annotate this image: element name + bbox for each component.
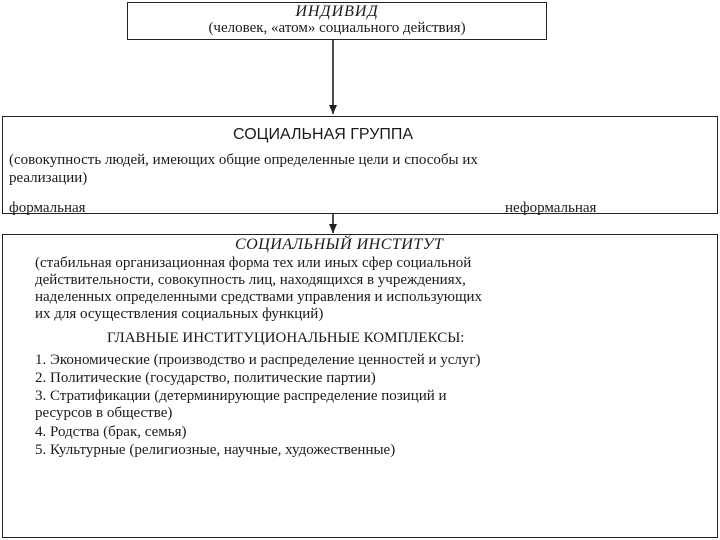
complex-item: 1. Экономические (производство и распределение ценностей и услуг)	[35, 352, 481, 368]
complex-item: 2. Политические (государство, политические партии)	[35, 370, 376, 386]
social-group-formal: формальная	[9, 200, 86, 216]
social-group-box	[2, 116, 718, 214]
institute-desc-line: действительности, совокупность лиц, находящихся в учреждениях,	[35, 272, 466, 288]
complex-item: 5. Культурные (религиозные, научные, художественные)	[35, 442, 396, 458]
complexes-title: ГЛАВНЫЕ ИНСТИТУЦИОНАЛЬНЫЕ КОМПЛЕКСЫ:	[107, 330, 465, 346]
institute-desc-line: (стабильная организационная форма тех или иных сфер социальной	[35, 255, 472, 271]
social-group-desc-line1: (совокупность людей, имеющих общие определенные цели и способы их	[9, 152, 478, 168]
social-group-informal: неформальная	[505, 200, 597, 216]
individual-subtitle: (человек, «атом» социального действия)	[208, 20, 466, 36]
social-group-desc-line2: реализации)	[9, 170, 88, 186]
individual-title: ИНДИВИД	[295, 3, 379, 20]
complex-item: 4. Родства (брак, семья)	[35, 424, 187, 440]
institute-desc-line: их для осуществления социальных функций)	[35, 306, 324, 322]
complex-item: ресурсов в обществе)	[35, 405, 173, 421]
complex-item: 3. Стратификации (детерминирующие распределение позиций и	[35, 388, 447, 404]
social-group-title: СОЦИАЛЬНАЯ ГРУППА	[233, 126, 414, 143]
social-institute-title: СОЦИАЛЬНЫЙ ИНСТИТУТ	[235, 236, 444, 253]
individual-box	[127, 2, 547, 40]
institute-desc-line: наделенных определенными средствами управления и использующих	[35, 289, 483, 305]
social-institute-box	[2, 234, 718, 538]
